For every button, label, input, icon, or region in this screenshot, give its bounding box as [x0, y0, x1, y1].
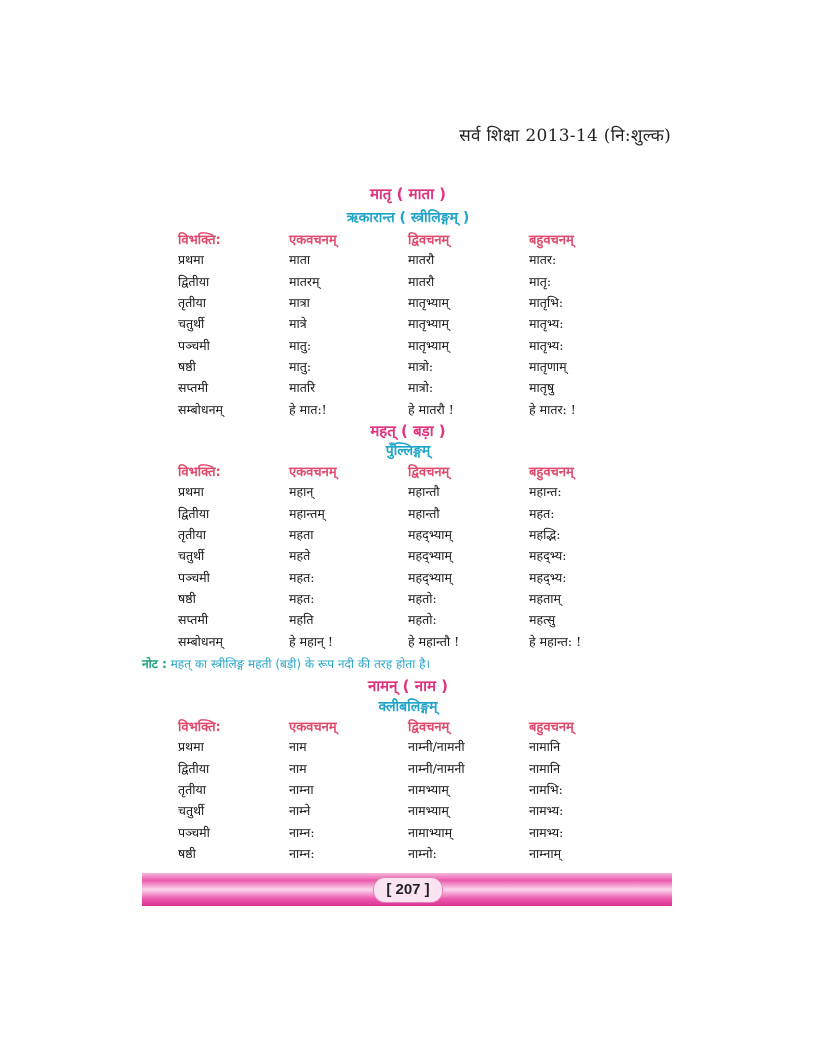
table-cell: महद्भ्याम्: [408, 548, 452, 564]
table-cell: चतुर्थी: [178, 316, 205, 332]
section-title: महत् ( बड़ा ): [370, 422, 446, 440]
table-cell: तृतीया: [178, 527, 206, 543]
column-header: विभक्ति:: [178, 232, 221, 248]
table-cell: महद्भ्याम्: [408, 527, 452, 543]
table-cell: महान्तौ: [408, 505, 440, 521]
table-row: [178, 779, 618, 800]
table-cell: पञ्चमी: [178, 824, 210, 840]
table-cell: महत:: [289, 590, 315, 606]
column-header: द्विवचनम्: [408, 719, 450, 735]
table-cell: नाम्ने: [289, 803, 311, 819]
table-cell: माता: [289, 252, 311, 268]
table-cell: पञ्चमी: [178, 337, 210, 353]
table-cell: हे मातर: !: [529, 401, 576, 417]
table-cell: महतो:: [408, 612, 437, 628]
table-cell: मातृभ्याम्: [408, 316, 450, 332]
table-cell: मातृभ्याम्: [408, 337, 450, 353]
table-row: [178, 503, 618, 524]
table-cell: महत्सु: [529, 612, 556, 628]
table-cell: नामभ्य:: [529, 803, 564, 819]
note-label: नोट :: [142, 657, 167, 671]
note-text: महत् का स्त्रीलिङ्ग महती (बड़ी) के रूप नदी की तरह होता है।: [170, 657, 431, 671]
section-subtitle: क्लीबलिङ्गम्: [378, 699, 438, 715]
declension-table: [178, 460, 618, 652]
table-row: [178, 356, 618, 377]
section-title: नामन् ( नाम ): [367, 677, 449, 695]
table-cell: मात्रे: [289, 316, 307, 332]
table-cell: नाम्न:: [289, 824, 315, 840]
table-row: [178, 800, 618, 821]
table-cell: चतुर्थी: [178, 548, 205, 564]
table-cell: नामभ्य:: [529, 824, 564, 840]
table-cell: नामभि:: [529, 782, 563, 798]
table-cell: महत:: [529, 505, 555, 521]
table-row: [178, 843, 618, 864]
declension-table: [178, 228, 618, 420]
table-cell: मात्रो:: [408, 358, 434, 374]
table-cell: नाम: [289, 760, 307, 776]
table-cell: मातरौ: [408, 273, 435, 289]
table-cell: महताम्: [529, 590, 561, 606]
table-cell: पञ्चमी: [178, 569, 210, 585]
table-cell: सप्तमी: [178, 380, 209, 396]
table-cell: तृतीया: [178, 782, 206, 798]
table-cell: मातृ:: [529, 273, 552, 289]
table-row: [178, 249, 618, 270]
table-cell: नाम्नी/नामनी: [408, 760, 465, 776]
table-row: [178, 377, 618, 398]
column-header: एकवचनम्: [289, 464, 337, 480]
table-cell: चतुर्थी: [178, 803, 205, 819]
table-cell: नाम्नी/नामनी: [408, 739, 465, 755]
table-row: [178, 524, 618, 545]
table-cell: नाम्न:: [289, 845, 315, 861]
table-row: [178, 566, 618, 587]
table-cell: मातृभ्याम्: [408, 295, 450, 311]
table-cell: सम्बोधनम्: [178, 401, 223, 417]
table-cell: महद्भ्य:: [529, 569, 567, 585]
table-cell: मात्रा: [289, 295, 310, 311]
table-cell: मातृषु: [529, 380, 555, 396]
table-cell: महान्त:: [529, 484, 562, 500]
table-cell: महते: [289, 548, 311, 564]
table-cell: षष्ठी: [178, 845, 196, 861]
note: [142, 655, 430, 672]
table-header-row: [178, 228, 618, 249]
declension-table: [178, 715, 618, 864]
table-cell: मात्रो:: [408, 380, 434, 396]
table-cell: नाम्नो:: [408, 845, 437, 861]
table-header-row: [178, 715, 618, 736]
table-cell: तृतीया: [178, 295, 206, 311]
table-cell: नाम्नाम्: [529, 845, 562, 861]
table-cell: प्रथमा: [178, 739, 204, 755]
table-cell: मातृभ्य:: [529, 316, 564, 332]
table-cell: हे महान्त: !: [529, 633, 582, 649]
column-header: द्विवचनम्: [408, 232, 450, 248]
table-cell: द्वितीया: [178, 273, 210, 289]
table-cell: नाम: [289, 739, 307, 755]
table-header-row: [178, 460, 618, 481]
table-cell: मातृभि:: [529, 295, 564, 311]
table-cell: नामभ्याम्: [408, 782, 449, 798]
table-row: [178, 630, 618, 651]
table-cell: प्रथमा: [178, 484, 204, 500]
table-cell: महान्तम्: [289, 505, 325, 521]
table-cell: मातु:: [289, 358, 312, 374]
table-cell: मातरि: [289, 380, 316, 396]
column-header: एकवचनम्: [289, 719, 337, 735]
table-cell: महत:: [289, 569, 315, 585]
table-row: [178, 758, 618, 779]
section-title: मातृ ( माता ): [369, 185, 447, 203]
table-cell: मातृभ्य:: [529, 337, 564, 353]
table-cell: मातर:: [529, 252, 557, 268]
table-row: [178, 313, 618, 334]
table-cell: हे महान् !: [289, 633, 333, 649]
table-cell: हे मात:!: [289, 401, 327, 417]
column-header: बहुवचनम्: [529, 464, 574, 480]
table-cell: सम्बोधनम्: [178, 633, 223, 649]
table-cell: महद्भ्य:: [529, 548, 567, 564]
table-cell: षष्ठी: [178, 590, 196, 606]
table-cell: नामानि: [529, 760, 561, 776]
table-cell: द्वितीया: [178, 505, 210, 521]
table-row: [178, 545, 618, 566]
section-subtitle: ऋकारान्त ( स्त्रीलिङ्गम् ): [346, 210, 470, 226]
table-cell: महद्भि:: [529, 527, 561, 543]
table-cell: मातरौ: [408, 252, 435, 268]
table-cell: षष्ठी: [178, 358, 196, 374]
table-cell: प्रथमा: [178, 252, 204, 268]
section-subtitle: पुँल्लिङ्गम्: [385, 443, 431, 459]
table-cell: महता: [289, 527, 314, 543]
table-cell: सप्तमी: [178, 612, 209, 628]
table-cell: महति: [289, 612, 314, 628]
table-row: [178, 736, 618, 757]
table-cell: द्वितीया: [178, 760, 210, 776]
table-row: [178, 821, 618, 842]
table-cell: मातु:: [289, 337, 312, 353]
page-number: [ 207 ]: [373, 877, 443, 903]
table-row: [178, 588, 618, 609]
table-cell: हे महान्तौ !: [408, 633, 460, 649]
column-header: द्विवचनम्: [408, 464, 450, 480]
column-header: विभक्ति:: [178, 464, 221, 480]
table-row: [178, 334, 618, 355]
table-cell: नामाभ्याम्: [408, 824, 453, 840]
column-header: बहुवचनम्: [529, 719, 574, 735]
table-cell: हे मातरौ !: [408, 401, 454, 417]
table-cell: महतो:: [408, 590, 437, 606]
table-cell: महान्: [289, 484, 314, 500]
table-cell: मातृणाम्: [529, 358, 567, 374]
table-cell: नामानि: [529, 739, 561, 755]
column-header: विभक्ति:: [178, 719, 221, 735]
table-row: [178, 609, 618, 630]
table-cell: नाम्ना: [289, 782, 314, 798]
table-row: [178, 481, 618, 502]
table-cell: महद्भ्याम्: [408, 569, 452, 585]
table-cell: मातरम्: [289, 273, 320, 289]
column-header: एकवचनम्: [289, 232, 337, 248]
page-header: सर्व शिक्षा 2013-14 (नि:शुल्क): [459, 126, 671, 146]
table-cell: महान्तौ: [408, 484, 440, 500]
column-header: बहुवचनम्: [529, 232, 574, 248]
table-cell: नामभ्याम्: [408, 803, 449, 819]
table-row: [178, 271, 618, 292]
table-row: [178, 292, 618, 313]
table-row: [178, 398, 618, 419]
